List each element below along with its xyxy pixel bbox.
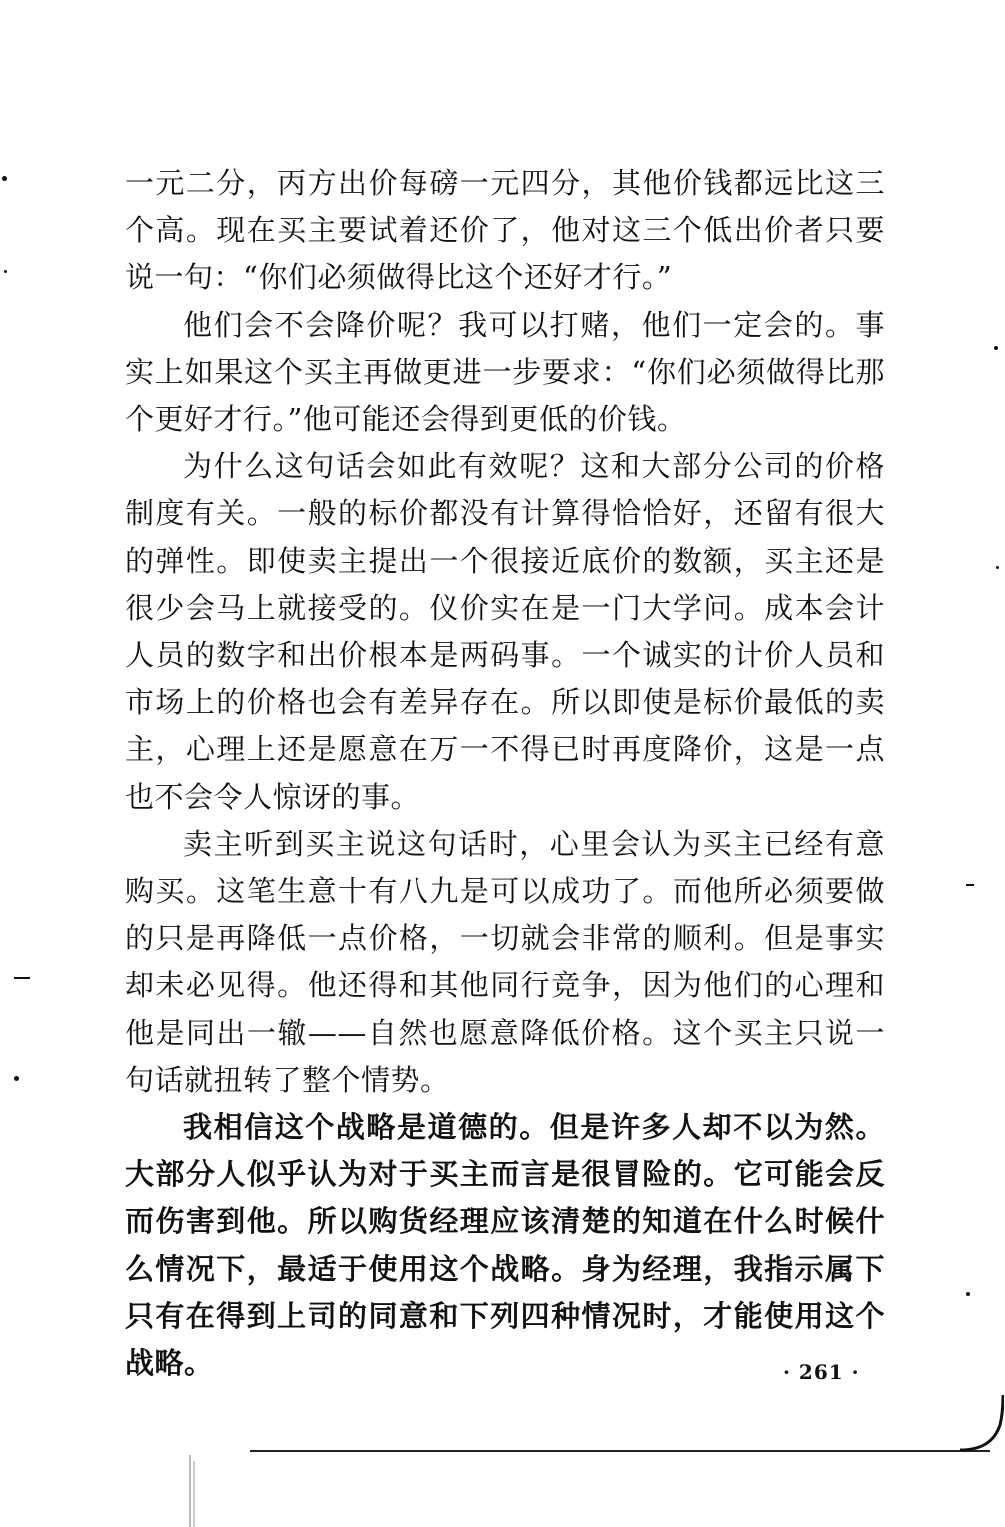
paragraph-2: 他们会不会降价呢？我可以打赌，他们一定会的。事实上如果这个买主再做更进一步要求：“你们必须做得比那个更好才行。”他可能还会得到更低的价钱。 xyxy=(125,307,885,437)
paragraph-1: 一元二分，丙方出价每磅一元四分，其他价钱都远比这三个高。现在买主要试着还价了，他对这三个低出价者只要说一句：“你们必须做得比这个还好才行。” xyxy=(125,166,885,295)
scan-speck xyxy=(14,977,30,979)
scan-speck xyxy=(966,1292,970,1296)
paragraph-4: 卖主听到买主说这句话时，心里会认为买主已经有意购买。这笔生意十有八九是可以成功了。而他所必须要做的只是再降低一点价格，一切就会非常的顺利。但是事实却未必见得。他还得和其他同行竞争，因为他们的心理和他是同出一辙——自然也愿意降低价格。这个买主只说一句话就扭转了整个情势。 xyxy=(125,826,885,1097)
body-text xyxy=(125,160,885,1387)
page-bottom-edge xyxy=(250,1450,990,1452)
scan-speck xyxy=(996,566,999,569)
scan-speck xyxy=(2,176,7,181)
scan-speck xyxy=(4,270,7,273)
scan-speck xyxy=(994,346,998,350)
scan-speck xyxy=(966,884,974,886)
page-number: · 261 · xyxy=(783,1360,860,1384)
paragraph-5: 我相信这个战略是道德的。但是许多人却不以为然。大部分人似乎认为对于买主而言是很冒险的。它可能会反而伤害到他。所以购货经理应该清楚的知道在什么时候什么情况下，最适于使用这个战略。身为经理，我指示属下只有在得到上司的同意和下列四种情况时，才能使用这个战略。 xyxy=(125,1110,885,1381)
paragraph-3: 为什么这句话会如此有效呢？这和大部分公司的价格制度有关。一般的标价都没有计算得恰恰好，还留有很大的弹性。即使卖主提出一个很接近底价的数额，买主还是很少会马上就接受的。仪价实在是一门大学问。成本会计人员的数字和出价根本是两码事。一个诚实的计价人员和市场上的价格也会有差异存在。所以即使是标价最低的卖主，心理上还是愿意在万一不得已时再度降价，这是一点也不会令人惊讶的事。 xyxy=(125,449,885,814)
page-curl-mark xyxy=(960,1395,1004,1453)
binding-edge-mark xyxy=(188,1455,198,1527)
scan-speck xyxy=(14,1076,19,1081)
